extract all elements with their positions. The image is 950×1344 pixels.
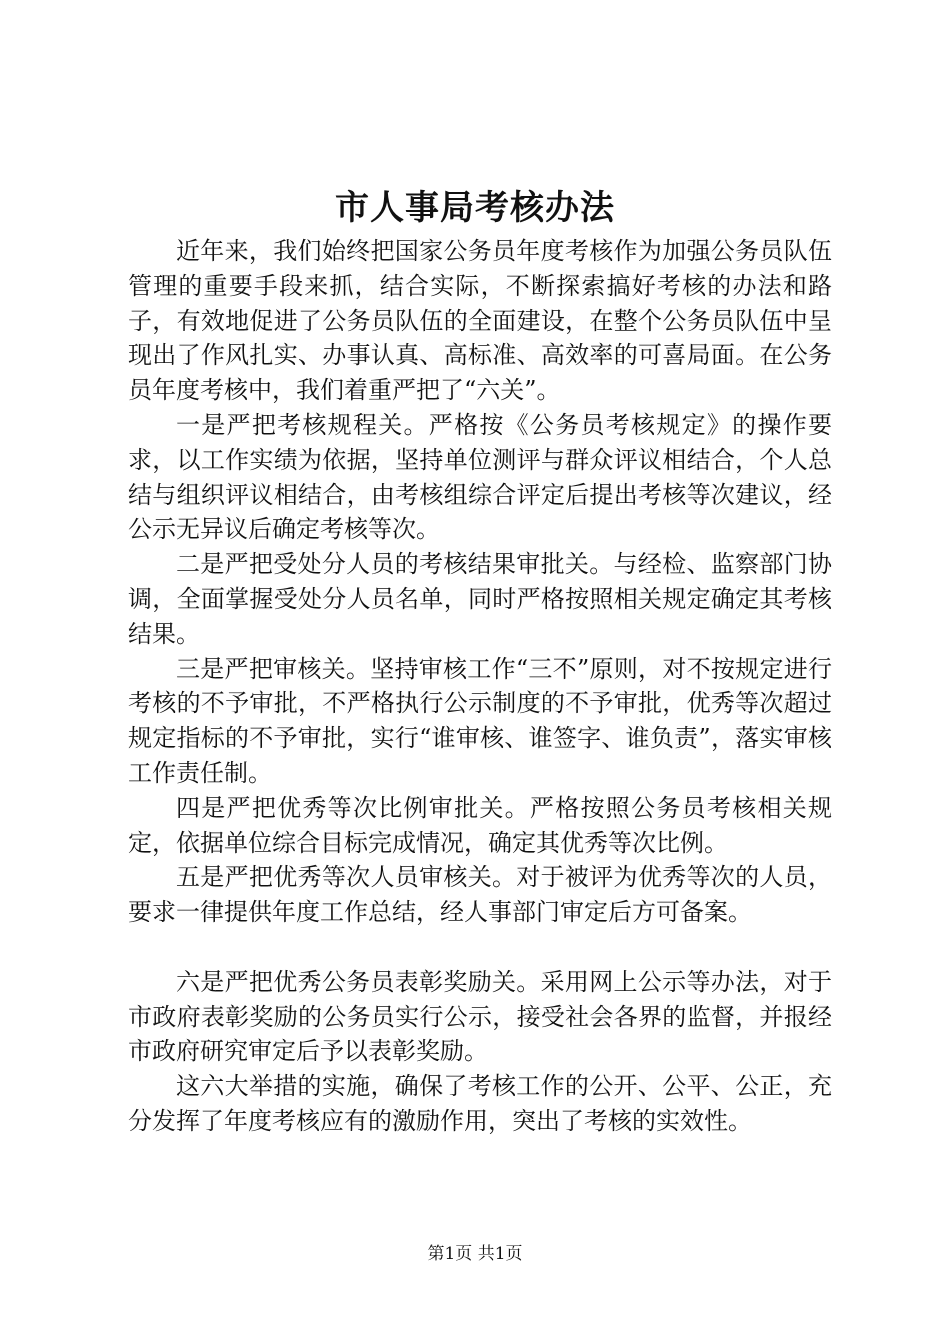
paragraph-4: 四是严把优秀等次比例审批关。严格按照公务员考核相关规定，依据单位综合目标完成情况，确定其优秀等次比例。 — [128, 793, 832, 857]
document-title: 市人事局考核办法 — [335, 188, 615, 228]
paragraph-1: 一是严把考核规程关。严格按《公务员考核规定》的操作要求，以工作实绩为依据，坚持单位测评与群众评议相结合，个人总结与组织评议相结合，由考核组综合评定后提出考核等次建议，经公示无异议后确定考核等次。 — [128, 410, 832, 544]
paragraph-5: 五是严把优秀等次人员审核关。对于被评为优秀等次的人员，要求一律提供年度工作总结，经人事部门审定后方可备案。 — [128, 863, 832, 927]
paragraph-3: 三是严把审核关。坚持审核工作“三不”原则，对不按规定进行考核的不予审批，不严格执行公示制度的不予审批，优秀等次超过规定指标的不予审批，实行“谁审核、谁签字、谁负责”，落实审核工作责任制。 — [128, 654, 832, 787]
paragraph-intro: 近年来，我们始终把国家公务员年度考核作为加强公务员队伍管理的重要手段来抓，结合实际，不断探索搞好考核的办法和路子，有效地促进了公务员队伍的全面建设，在整个公务员队伍中呈现出了作风扎实、办事认真、高标准、高效率的可喜局面。在公务员年度考核中，我们着重严把了“六关”。 — [128, 237, 832, 405]
paragraph-2: 二是严把受处分人员的考核结果审批关。与经检、监察部门协调，全面掌握受处分人员名单，同时严格按照相关规定确定其考核结果。 — [128, 550, 832, 648]
paragraph-6: 六是严把优秀公务员表彰奖励关。采用网上公示等办法，对于市政府表彰奖励的公务员实行公示，接受社会各界的监督，并报经市政府研究审定后予以表彰奖励。 — [128, 967, 832, 1066]
paragraph-conclusion: 这六大举措的实施，确保了考核工作的公开、公平、公正，充分发挥了年度考核应有的激励作用，突出了考核的实效性。 — [128, 1072, 832, 1135]
document-body — [128, 234, 832, 1139]
page-number: 第1页 共1页 — [427, 1244, 523, 1264]
